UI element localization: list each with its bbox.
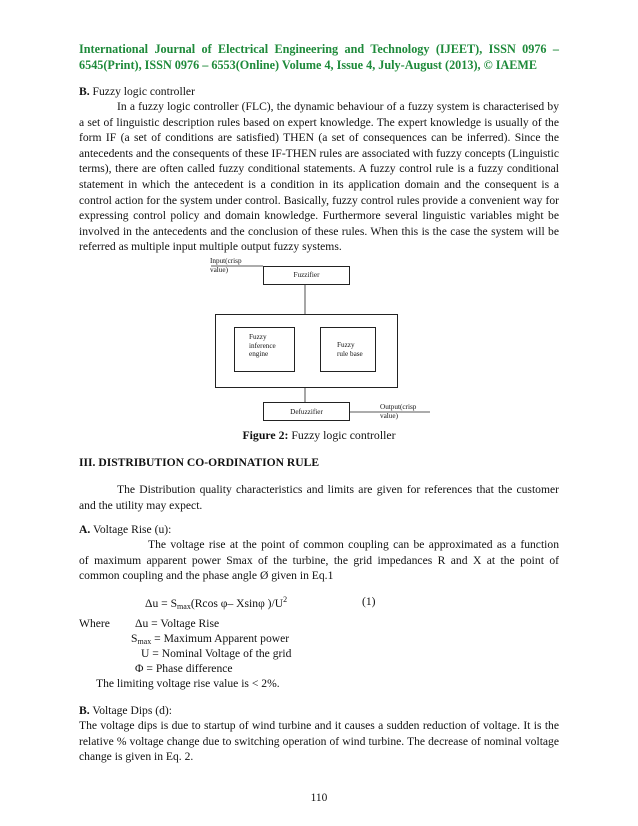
defuzzifier-label: Defuzzifier — [290, 408, 323, 416]
figure-caption — [0, 428, 638, 443]
def-row-voltage-rise — [135, 617, 219, 630]
equation-mid: (Rcos φ– Xsinφ )/U — [190, 597, 284, 610]
section-iii-heading: III. DISTRIBUTION CO-ORDINATION RULE — [79, 456, 320, 469]
section-b2-body: The voltage dips is due to startup of wind turbine and it causes a sudden reduction of voltage. It is the relative % voltage change due to switching operation of wind turbine. The decrease of nominal voltage change is given in Eq. 2. — [79, 719, 559, 764]
equation-number: (1) — [362, 595, 376, 608]
def-desc: = Voltage Rise — [151, 617, 220, 630]
def-desc: = Maximum Apparent power — [154, 632, 290, 645]
inference-engine-block — [234, 327, 295, 372]
figure-caption-text: Fuzzy logic controller — [291, 428, 396, 442]
def-row-phi — [135, 662, 233, 675]
figure-caption-label: Figure 2: — [242, 428, 289, 442]
rule-base-label: Fuzzy rule base — [337, 341, 363, 358]
defuzzifier-block — [263, 402, 350, 421]
def-symbol: U — [141, 647, 150, 660]
section-b-label: B. — [79, 85, 90, 98]
section-b2-label: B. — [79, 704, 90, 717]
section-a-body-rest: of maximum apparent power Smax of the turbine, the grid impedances R and X at the point of common coupling and the phase angle Ø given in Eq.1 — [79, 553, 559, 583]
equation-sup: 2 — [283, 595, 288, 604]
section-b-title: Fuzzy logic controller — [92, 85, 195, 98]
section-a-title: Voltage Rise (u): — [92, 523, 172, 536]
equation-lhs: Δu = S — [145, 597, 178, 610]
def-sub: max — [137, 637, 152, 646]
section-b-body: In a fuzzy logic controller (FLC), the dynamic behaviour of a fuzzy system is characterised by a set of linguistic description rules based on expert knowledge. The expert knowledge is usually of the form IF (a set of conditions are satisfied) THEN (a set of consequences can be inferred). Since the antecedents and the consequents of these IF-THEN rules are associated with fuzzy concepts (Linguistic terms), there are often called fuzzy conditional statements. A fuzzy control rule is a fuzzy conditional statement in which the antecedent is a condition in its application domain and the consequent is a control action for the system under control. Basically, fuzzy control rules provide a convenient way for expressing control policy and domain knowledge. Furthermore several linguistic variables might be involved in the antecedents and the conclusion of these rules. When this is the case the system will be referred as multiple input multiple output fuzzy systems. — [79, 100, 560, 254]
inference-engine-label: Fuzzy inference engine — [249, 333, 276, 359]
voltage-rise-limit: The limiting voltage rise value is < 2%. — [96, 677, 280, 690]
def-row-smax — [131, 632, 289, 646]
def-symbol: Φ — [135, 662, 144, 675]
section-b2-title: Voltage Dips (d): — [92, 704, 172, 717]
equation-1 — [145, 595, 287, 611]
section-a-label: A. — [79, 523, 91, 536]
journal-header: International Journal of Electrical Engineering and Technology (IJEET), ISSN 0976 – 6545(Print), ISSN 0976 – 6553(Online) Volume 4, Issue 4, July-August (2013), © IAEME — [79, 42, 559, 72]
section-b2-heading — [79, 703, 559, 719]
equation-sub: max — [177, 602, 191, 611]
where-label: Where — [79, 617, 110, 630]
def-desc: = Nominal Voltage of the grid — [152, 647, 292, 660]
def-symbol: Δu — [135, 617, 149, 630]
input-label: Input(crisp value) — [210, 257, 242, 274]
page-number: 110 — [310, 792, 328, 804]
section-a-body-first: The voltage rise at the point of common coupling can be approximated as a function — [148, 538, 559, 551]
def-row-u — [141, 647, 291, 660]
fuzzifier-block — [263, 266, 350, 285]
section-a-body — [79, 537, 559, 584]
section-iii-body: The Distribution quality characteristics and limits are given for references that the customer and the utility may expect. — [79, 483, 559, 512]
output-label: Output(crisp value) — [380, 403, 417, 420]
section-a-heading — [79, 522, 559, 538]
rule-base-block — [320, 327, 376, 372]
def-symbol: S — [131, 632, 138, 645]
def-desc: = Phase difference — [146, 662, 233, 675]
fuzzifier-label: Fuzzifier — [293, 271, 320, 279]
